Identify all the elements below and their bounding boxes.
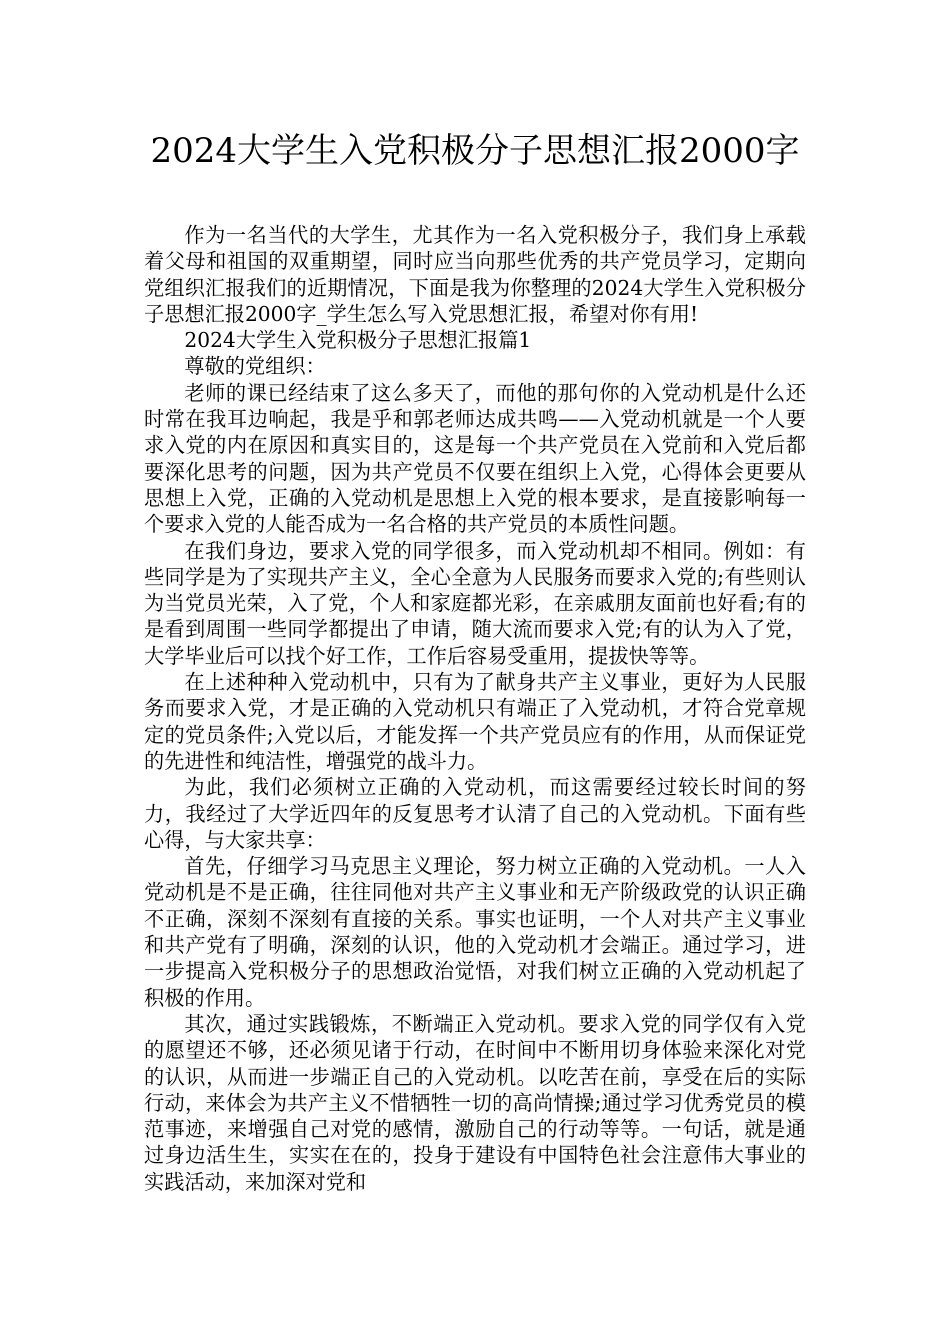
paragraph: 首先，仔细学习马克思主义理论，努力树立正确的入党动机。一人入党动机是不是正确，往往同他对共产主义事业和无产阶级政党的认识正确不正确，深刻不深刻有直接的关系。事实也证明，一个人对共产主义事业和共产党有了明确，深刻的认识，他的入党动机才会端正。通过学习，进一步提高入党积极分子的思想政治觉悟，对我们树立正确的入党动机起了积极的作用。 [144, 854, 806, 1010]
paragraph: 在上述种种入党动机中，只有为了献身共产主义事业，更好为人民服务而要求入党，才是正确的入党动机只有端正了入党动机，才符合党章规定的党员条件;入党以后，才能发挥一个共产党员应有的作用，从而保证党的先进性和纯洁性，增强党的战斗力。 [144, 670, 806, 773]
paragraph: 其次，通过实践锻炼，不断端正入党动机。要求入党的同学仅有入党的愿望还不够，还必须见诸于行动，在时间中不断用切身体验来深化对党的认识，从而进一步端正自己的入党动机。以吃苦在前，享受在后的实际行动，来体会为共产主义不惜牺牲一切的高尚情操;通过学习优秀党员的模范事迹，来增强自己对党的感情，激励自己的行动等等。一句话，就是通过身边活生生，实实在在的，投身于建设有中国特色社会注意伟大事业的实践活动，来加深对党和 [144, 1011, 806, 1194]
document-title: 2024大学生入党积极分子思想汇报2000字 [150, 131, 800, 171]
document-body [144, 222, 806, 1195]
salutation: 尊敬的党组织： [184, 354, 326, 379]
section-heading: 2024大学生入党积极分子思想汇报篇1 [184, 328, 532, 353]
paragraph: 老师的课已经结束了这么多天了，而他的那句你的入党动机是什么还时常在我耳边响起，我是乎和郭老师达成共鸣——入党动机就是一个人要求入党的内在原因和真实目的，这是每一个共产党员在入党前和入党后都要深化思考的问题，因为共产党员不仅要在组织上入党，心得体会更要从思想上入党，正确的入党动机是思想上入党的根本要求，是直接影响每一个要求入党的人能否成为一名合格的共产党员的本质性问题。 [144, 380, 806, 537]
paragraph-intro: 作为一名当代的大学生，尤其作为一名入党积极分子，我们身上承载着父母和祖国的双重期望，同时应当向那些优秀的共产党员学习，定期向党组织汇报我们的近期情况，下面是我为你整理的2024大学生入党积极分子思想汇报2000字_学生怎么写入党思想汇报，希望对你有用! [144, 223, 806, 326]
paragraph: 在我们身边，要求入党的同学很多，而入党动机却不相同。例如：有些同学是为了实现共产主义，全心全意为人民服务而要求入党的;有些则认为当党员光荣，入了党，个人和家庭都光彩，在亲戚朋友面前也好看;有的是看到周围一些同学都提出了申请，随大流而要求入党;有的认为入了党，大学毕业后可以找个好工作，工作后容易受重用，提拔快等等。 [144, 538, 806, 668]
paragraph: 为此，我们必须树立正确的入党动机，而这需要经过较长时间的努力，我经过了大学近四年的反复思考才认清了自己的入党动机。下面有些心得，与大家共享： [144, 775, 806, 852]
